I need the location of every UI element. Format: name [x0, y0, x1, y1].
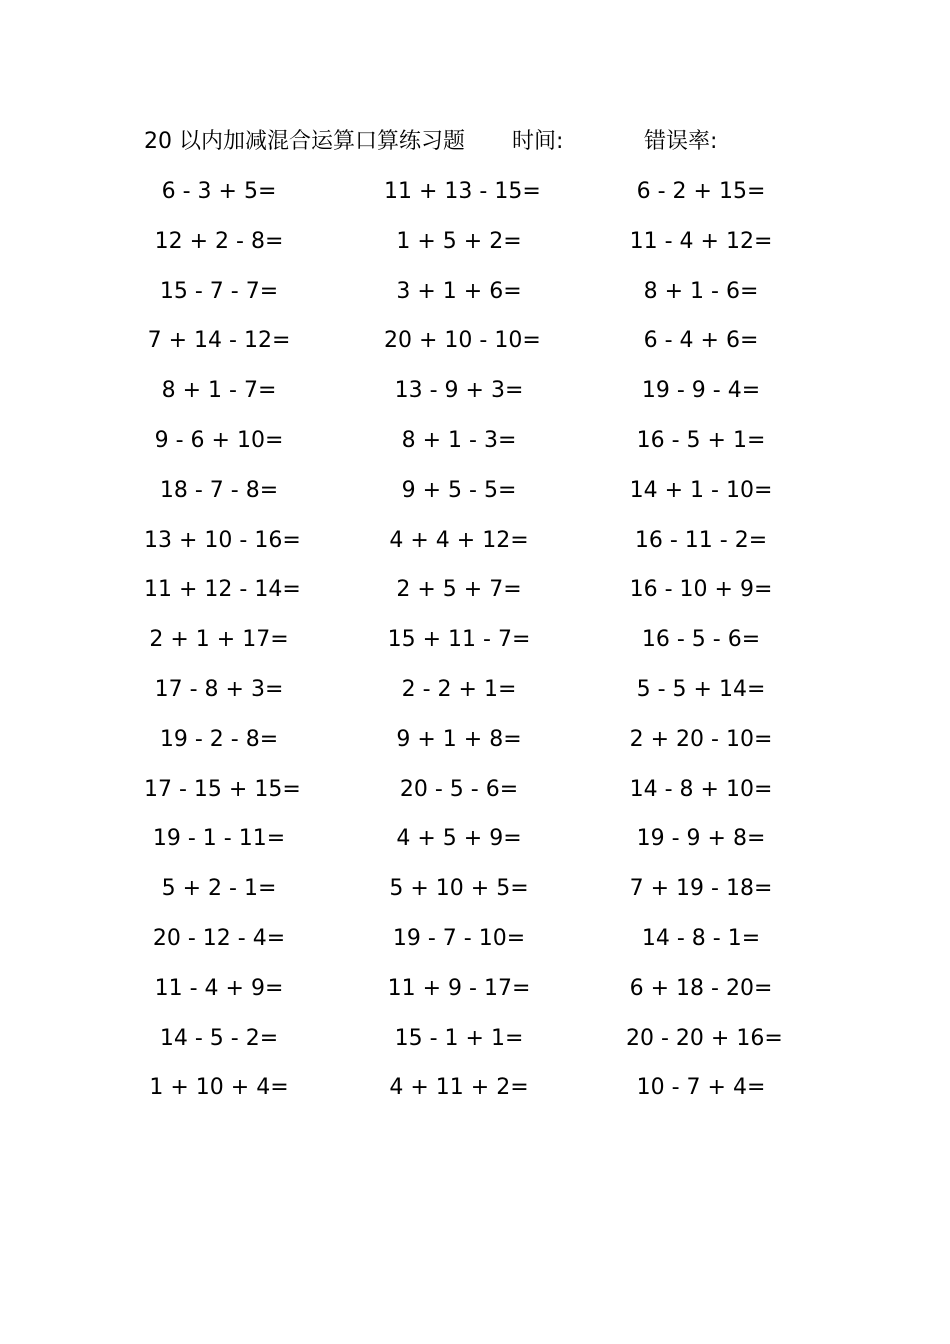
math-problem: 5 + 2 - 1= [161, 876, 277, 902]
math-problem: 16 - 11 - 2= [634, 527, 768, 553]
math-problem: 9 - 6 + 10= [154, 427, 284, 453]
math-problem: 9 + 1 + 8= [396, 726, 522, 752]
problem-row [144, 369, 794, 419]
math-problem: 20 + 10 - 10= [384, 328, 541, 354]
math-problem: 16 - 10 + 9= [629, 577, 773, 603]
math-problem: 11 - 4 + 12= [629, 228, 773, 254]
error-rate-label: 错误率: [644, 129, 718, 154]
problem-row [144, 519, 794, 569]
problem-row [144, 270, 794, 320]
problem-row [144, 867, 794, 917]
math-problem: 13 + 10 - 16= [144, 527, 301, 553]
worksheet-title: 20 以内加减混合运算口算练习题 [144, 129, 465, 154]
math-problem: 18 - 7 - 8= [159, 477, 279, 503]
math-problem: 6 - 2 + 15= [636, 179, 766, 204]
math-problem: 15 + 11 - 7= [387, 627, 531, 653]
math-problem: 6 - 3 + 5= [161, 179, 277, 204]
math-problem: 1 + 5 + 2= [396, 228, 522, 254]
math-problem: 11 + 9 - 17= [387, 975, 531, 1001]
math-problem: 14 - 5 - 2= [159, 1025, 279, 1051]
problem-row [144, 817, 794, 867]
problem-row [144, 469, 794, 519]
math-problem: 20 - 20 + 16= [626, 1025, 783, 1051]
math-problem: 7 + 19 - 18= [629, 876, 773, 902]
math-problem: 11 - 4 + 9= [154, 975, 284, 1001]
math-problem: 4 + 5 + 9= [396, 826, 522, 852]
math-problem: 20 - 5 - 6= [399, 776, 519, 802]
math-problem: 2 + 20 - 10= [629, 726, 773, 752]
math-problem: 7 + 14 - 12= [147, 328, 291, 354]
math-problem: 19 - 1 - 11= [152, 826, 286, 852]
math-problem: 19 - 7 - 10= [392, 925, 526, 951]
problem-grid [144, 170, 794, 1116]
problem-row [144, 718, 794, 768]
math-problem: 20 - 12 - 4= [152, 925, 286, 951]
math-problem: 4 + 11 + 2= [389, 1075, 529, 1101]
math-problem: 11 + 13 - 15= [384, 179, 541, 204]
math-problem: 5 + 10 + 5= [389, 876, 529, 902]
problem-row [144, 319, 794, 369]
problem-row [144, 1066, 794, 1116]
math-problem: 8 + 1 - 6= [643, 278, 759, 304]
math-problem: 17 - 15 + 15= [144, 776, 301, 802]
math-problem: 2 - 2 + 1= [401, 676, 517, 702]
math-problem: 12 + 2 - 8= [154, 228, 284, 254]
math-problem: 16 - 5 - 6= [641, 627, 761, 653]
math-problem: 10 - 7 + 4= [636, 1075, 766, 1101]
problem-row [144, 170, 794, 220]
math-problem: 15 - 7 - 7= [159, 278, 279, 304]
math-problem: 19 - 9 + 8= [636, 826, 766, 852]
problem-row [144, 568, 794, 618]
worksheet-header [144, 124, 844, 160]
math-problem: 2 + 1 + 17= [149, 627, 289, 653]
math-problem: 14 - 8 - 1= [641, 925, 761, 951]
math-problem: 5 - 5 + 14= [636, 676, 766, 702]
problem-row [144, 917, 794, 967]
math-problem: 9 + 5 - 5= [401, 477, 517, 503]
problem-row [144, 1017, 794, 1067]
time-label: 时间: [512, 129, 564, 154]
math-problem: 11 + 12 - 14= [144, 577, 301, 603]
problem-row [144, 967, 794, 1017]
math-problem: 15 - 1 + 1= [394, 1025, 524, 1051]
math-problem: 6 + 18 - 20= [629, 975, 773, 1001]
math-problem: 8 + 1 - 7= [161, 378, 277, 404]
math-problem: 17 - 8 + 3= [154, 676, 284, 702]
math-problem: 19 - 2 - 8= [159, 726, 279, 752]
math-problem: 4 + 4 + 12= [389, 527, 529, 553]
problem-row [144, 618, 794, 668]
math-problem: 6 - 4 + 6= [643, 328, 759, 354]
math-problem: 2 + 5 + 7= [396, 577, 522, 603]
problem-row [144, 668, 794, 718]
math-problem: 14 - 8 + 10= [629, 776, 773, 802]
problem-row [144, 220, 794, 270]
math-problem: 19 - 9 - 4= [641, 378, 761, 404]
math-problem: 8 + 1 - 3= [401, 427, 517, 453]
math-problem: 16 - 5 + 1= [636, 427, 766, 453]
problem-row [144, 419, 794, 469]
math-problem: 1 + 10 + 4= [149, 1075, 289, 1101]
problem-row [144, 768, 794, 818]
math-problem: 3 + 1 + 6= [396, 278, 522, 304]
math-problem: 13 - 9 + 3= [394, 378, 524, 404]
math-problem: 14 + 1 - 10= [629, 477, 773, 503]
